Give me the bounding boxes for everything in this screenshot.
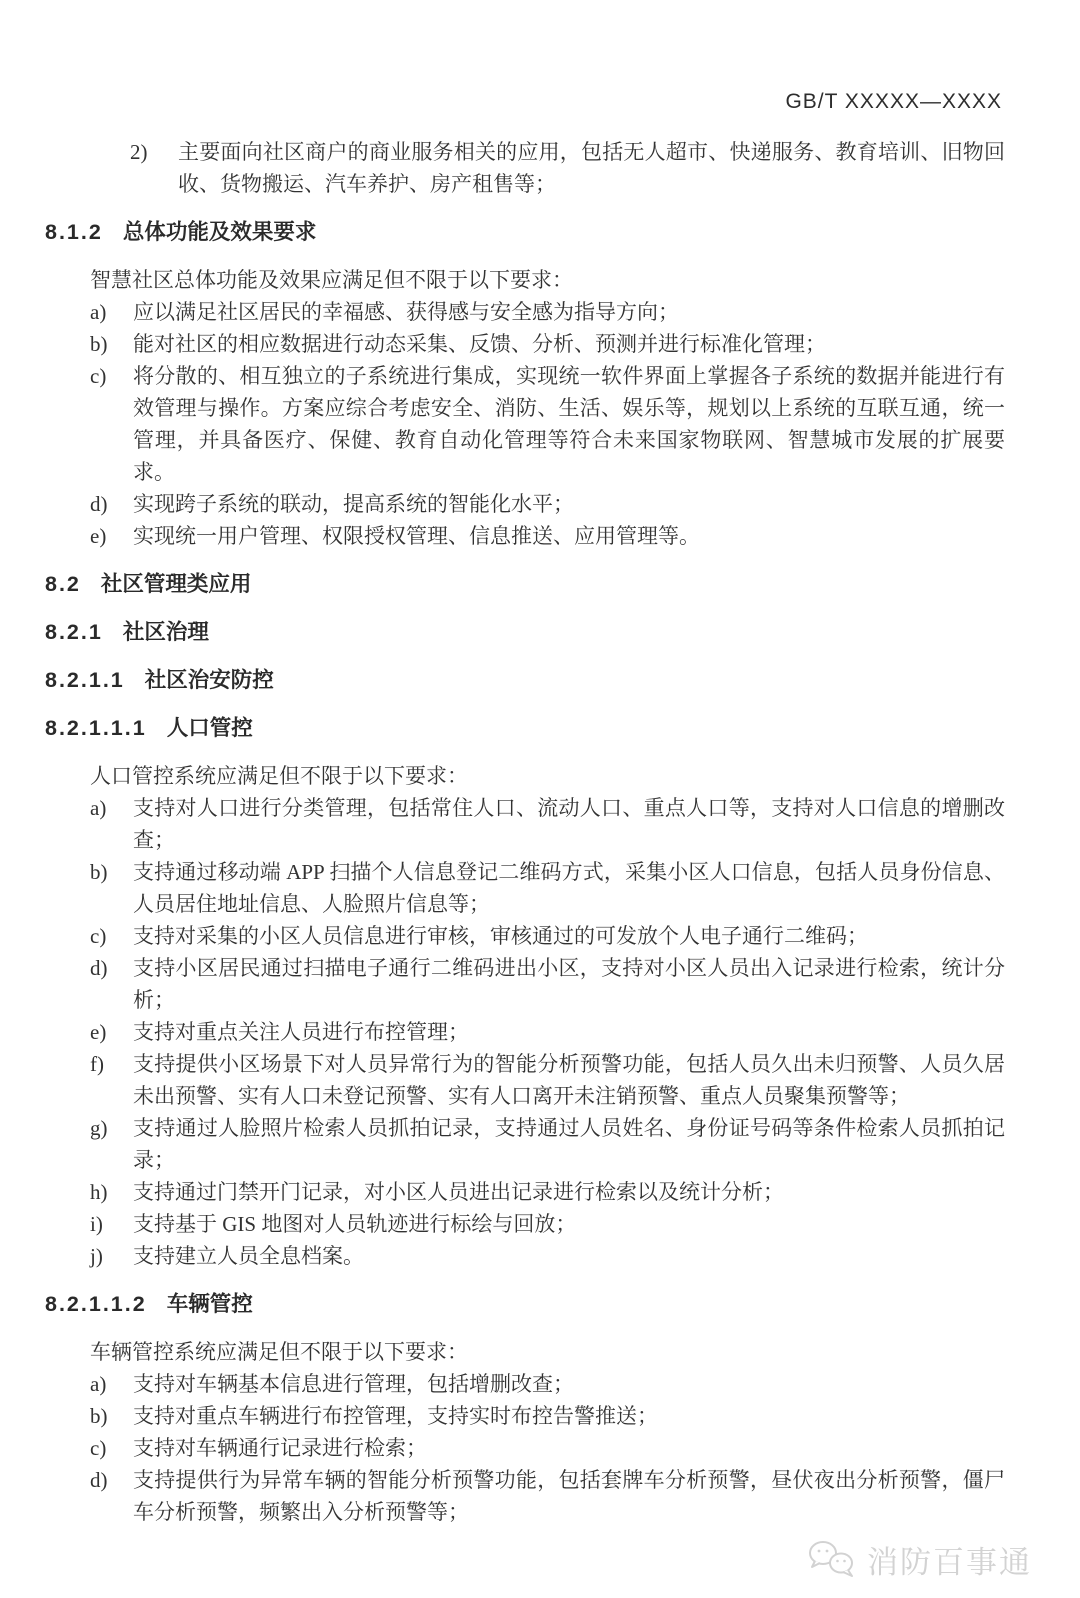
list-text: 支持通过门禁开门记录，对小区人员进出记录进行检索以及统计分析；: [133, 1180, 784, 1204]
heading-number: 8.2.1.1.1: [45, 716, 147, 740]
list-marker: c): [90, 364, 107, 388]
heading-title: 总体功能及效果要求: [122, 220, 317, 244]
list-item-2: [130, 136, 1005, 200]
heading-8-2: [45, 568, 1005, 600]
list-text: 主要面向社区商户的商业服务相关的应用，包括无人超市、快递服务、教育培训、旧物回收、货物搬运、汽车养护、房产租售等；: [178, 140, 1005, 196]
heading-8-2-1-1-1: [45, 712, 1005, 744]
list-item-f: [90, 1048, 1005, 1112]
list-text: 实现跨子系统的联动，提高系统的智能化水平；: [133, 492, 574, 516]
list-item-d: [90, 488, 1005, 520]
list-text: 支持基于 GIS 地图对人员轨迹进行标绘与回放；: [133, 1212, 577, 1236]
list-marker: f): [90, 1052, 104, 1076]
list-text: 支持对重点关注人员进行布控管理；: [133, 1020, 469, 1044]
list-text: 支持对采集的小区人员信息进行审核，审核通过的可发放个人电子通行二维码；: [133, 924, 868, 948]
watermark-text: 消防百事通: [867, 1545, 1032, 1580]
list-marker: j): [90, 1244, 103, 1268]
list-text: 能对社区的相应数据进行动态采集、反馈、分析、预测并进行标准化管理；: [133, 332, 826, 356]
list-item-b: [90, 1400, 1005, 1432]
list-item-d: [90, 952, 1005, 1016]
list-text: 支持建立人员全息档案。: [133, 1244, 364, 1268]
list-marker: 2): [130, 140, 148, 164]
list-marker: h): [90, 1180, 108, 1204]
list-text: 支持通过人脸照片检索人员抓拍记录，支持通过人员姓名、身份证号码等条件检索人员抓拍记录；: [133, 1116, 1005, 1172]
list-marker: d): [90, 492, 108, 516]
standard-code: GB/T XXXXX—XXXX: [785, 90, 1002, 113]
heading-8-2-1-1: [45, 664, 1005, 696]
list-item-d: [90, 1464, 1005, 1528]
list-marker: d): [90, 956, 108, 980]
list-item-g: [90, 1112, 1005, 1176]
heading-8-2-1: [45, 616, 1005, 648]
list-item-e: [90, 520, 1005, 552]
list-text: 支持对重点车辆进行布控管理，支持实时布控告警推送；: [133, 1404, 658, 1428]
list-item-i: [90, 1208, 1005, 1240]
heading-number: 8.2.1.1.2: [45, 1292, 147, 1316]
list-marker: a): [90, 300, 107, 324]
heading-number: 8.1.2: [45, 220, 103, 244]
heading-title: 社区治理: [122, 620, 209, 644]
heading-number: 8.2.1: [45, 620, 103, 644]
list-text: 支持提供小区场景下对人员异常行为的智能分析预警功能，包括人员久出未归预警、人员久居未出预警、实有人口未登记预警、实有人口离开未注销预警、重点人员聚集预警等；: [133, 1052, 1005, 1108]
heading-title: 社区管理类应用: [100, 572, 252, 596]
heading-8-2-1-1-2: [45, 1288, 1005, 1320]
heading-title: 社区治安防控: [144, 668, 274, 692]
watermark: [807, 1537, 1032, 1582]
list-item-e: [90, 1016, 1005, 1048]
list-item-b: [90, 328, 1005, 360]
heading-number: 8.2.1.1: [45, 668, 125, 692]
list-marker: a): [90, 1372, 107, 1396]
list-marker: e): [90, 524, 107, 548]
heading-title: 人口管控: [166, 716, 253, 740]
list-item-a: [90, 1368, 1005, 1400]
list-text: 支持对车辆通行记录进行检索；: [133, 1436, 427, 1460]
list-item-h: [90, 1176, 1005, 1208]
list-text: 支持对车辆基本信息进行管理，包括增删改查；: [133, 1372, 574, 1396]
list-marker: d): [90, 1468, 108, 1492]
list-item-a: [90, 792, 1005, 856]
list-marker: a): [90, 796, 107, 820]
paragraph-intro-overall: 智慧社区总体功能及效果应满足但不限于以下要求：: [90, 268, 573, 292]
list-marker: g): [90, 1116, 108, 1140]
list-text: 支持对人口进行分类管理，包括常住人口、流动人口、重点人口等，支持对人口信息的增删改查；: [133, 796, 1005, 852]
heading-8-1-2: [45, 216, 1005, 248]
list-item-a: [90, 296, 1005, 328]
paragraph-intro-vehicle: 车辆管控系统应满足但不限于以下要求：: [90, 1340, 468, 1364]
list-marker: c): [90, 1436, 107, 1460]
list-marker: e): [90, 1020, 107, 1044]
list-item-c: [90, 920, 1005, 952]
list-marker: i): [90, 1212, 103, 1236]
list-item-j: [90, 1240, 1005, 1272]
wechat-icon: [807, 1538, 859, 1582]
list-text: 支持小区居民通过扫描电子通行二维码进出小区，支持对小区人员出入记录进行检索，统计分析；: [133, 956, 1005, 1012]
heading-title: 车辆管控: [166, 1292, 253, 1316]
heading-number: 8.2: [45, 572, 81, 596]
document-body: [45, 136, 1005, 1528]
paragraph-intro-population: 人口管控系统应满足但不限于以下要求：: [90, 764, 468, 788]
list-text: 实现统一用户管理、权限授权管理、信息推送、应用管理等。: [133, 524, 700, 548]
list-text: 应以满足社区居民的幸福感、获得感与安全感为指导方向；: [133, 300, 679, 324]
list-marker: b): [90, 1404, 108, 1428]
list-text: 支持通过移动端 APP 扫描个人信息登记二维码方式，采集小区人口信息，包括人员身份信息、人员居住地址信息、人脸照片信息等；: [133, 860, 1005, 916]
list-marker: b): [90, 860, 108, 884]
list-item-b: [90, 856, 1005, 920]
list-text: 支持提供行为异常车辆的智能分析预警功能，包括套牌车分析预警，昼伏夜出分析预警，僵尸车分析预警，频繁出入分析预警等；: [133, 1468, 1005, 1524]
list-marker: c): [90, 924, 107, 948]
list-text: 将分散的、相互独立的子系统进行集成，实现统一软件界面上掌握各子系统的数据并能进行有效管理与操作。方案应综合考虑安全、消防、生活、娱乐等，规划以上系统的互联互通，统一管理，并具备医疗、保健、教育自动化管理等符合未来国家物联网、智慧城市发展的扩展要求。: [133, 364, 1005, 484]
list-marker: b): [90, 332, 108, 356]
list-item-c: [90, 1432, 1005, 1464]
list-item-c: [90, 360, 1005, 488]
